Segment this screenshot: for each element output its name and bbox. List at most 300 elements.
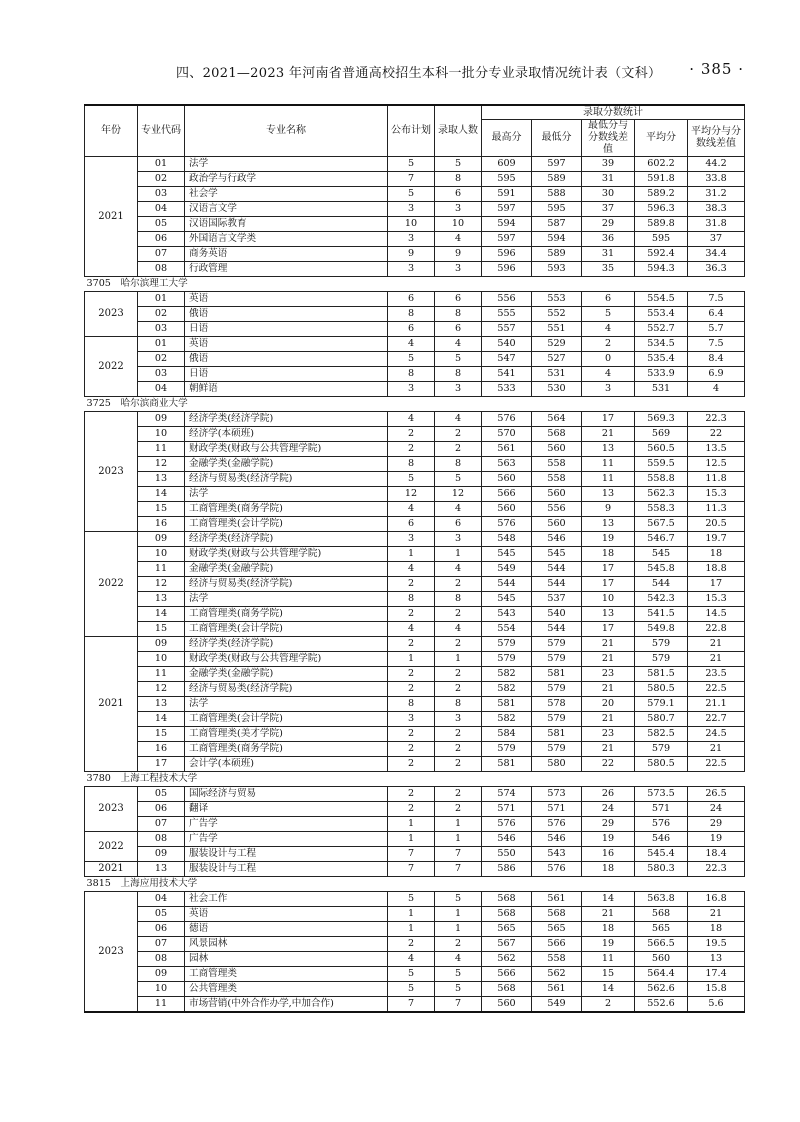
admitted-cell: 3 bbox=[435, 262, 482, 277]
min-diff-cell: 36 bbox=[582, 232, 635, 247]
max-cell: 545 bbox=[482, 547, 532, 562]
table-row bbox=[85, 937, 745, 952]
name-cell: 经济与贸易类(经济学院) bbox=[185, 577, 388, 592]
max-cell: 596 bbox=[482, 262, 532, 277]
min-diff-cell: 16 bbox=[582, 847, 635, 862]
avg-diff-cell: 34.4 bbox=[688, 247, 745, 262]
admitted-cell: 2 bbox=[435, 742, 482, 757]
min-cell: 558 bbox=[532, 952, 582, 967]
avg-cell: 534.5 bbox=[635, 337, 688, 352]
max-cell: 579 bbox=[482, 652, 532, 667]
avg-cell: 580.5 bbox=[635, 757, 688, 772]
min-cell: 561 bbox=[532, 982, 582, 997]
avg-cell: 533.9 bbox=[635, 367, 688, 382]
admitted-cell: 8 bbox=[435, 367, 482, 382]
plan-cell: 5 bbox=[388, 352, 435, 367]
avg-diff-cell: 15.3 bbox=[688, 592, 745, 607]
max-cell: 591 bbox=[482, 187, 532, 202]
admitted-cell: 2 bbox=[435, 577, 482, 592]
table-row bbox=[85, 892, 745, 907]
avg-diff-cell: 15.3 bbox=[688, 487, 745, 502]
name-cell: 汉语国际教育 bbox=[185, 217, 388, 232]
min-cell: 545 bbox=[532, 547, 582, 562]
max-cell: 596 bbox=[482, 247, 532, 262]
min-diff-cell: 9 bbox=[582, 502, 635, 517]
table-row bbox=[85, 997, 745, 1013]
name-cell: 行政管理 bbox=[185, 262, 388, 277]
admitted-cell: 2 bbox=[435, 802, 482, 817]
table-row bbox=[85, 532, 745, 547]
avg-cell: 546 bbox=[635, 832, 688, 847]
admitted-cell: 4 bbox=[435, 562, 482, 577]
table-row bbox=[85, 502, 745, 517]
avg-cell: 580.3 bbox=[635, 862, 688, 877]
table-row bbox=[85, 172, 745, 187]
admitted-cell: 4 bbox=[435, 232, 482, 247]
admitted-cell: 4 bbox=[435, 622, 482, 637]
avg-diff-cell: 22.5 bbox=[688, 757, 745, 772]
min-cell: 558 bbox=[532, 457, 582, 472]
min-cell: 549 bbox=[532, 997, 582, 1013]
avg-cell: 562.3 bbox=[635, 487, 688, 502]
avg-diff-cell: 22.3 bbox=[688, 862, 745, 877]
min-diff-cell: 21 bbox=[582, 427, 635, 442]
table-row bbox=[85, 637, 745, 652]
avg-cell: 579.1 bbox=[635, 697, 688, 712]
admitted-cell: 6 bbox=[435, 517, 482, 532]
min-cell: 573 bbox=[532, 787, 582, 802]
avg-diff-cell: 24.5 bbox=[688, 727, 745, 742]
avg-cell: 560 bbox=[635, 952, 688, 967]
avg-cell: 595 bbox=[635, 232, 688, 247]
min-diff-cell: 31 bbox=[582, 172, 635, 187]
year-cell: 2021 bbox=[85, 637, 138, 772]
table-row bbox=[85, 652, 745, 667]
admitted-cell: 8 bbox=[435, 592, 482, 607]
min-cell: 588 bbox=[532, 187, 582, 202]
min-diff-cell: 21 bbox=[582, 682, 635, 697]
max-cell: 568 bbox=[482, 982, 532, 997]
avg-diff-cell: 17 bbox=[688, 577, 745, 592]
table-row bbox=[85, 352, 745, 367]
name-cell: 财政学类(财政与公共管理学院) bbox=[185, 547, 388, 562]
code-cell: 14 bbox=[138, 487, 185, 502]
min-diff-cell: 11 bbox=[582, 952, 635, 967]
table-row bbox=[85, 607, 745, 622]
name-cell: 法学 bbox=[185, 592, 388, 607]
code-cell: 16 bbox=[138, 517, 185, 532]
max-cell: 560 bbox=[482, 472, 532, 487]
year-cell: 2022 bbox=[85, 337, 138, 397]
code-cell: 01 bbox=[138, 292, 185, 307]
admitted-cell: 4 bbox=[435, 412, 482, 427]
code-cell: 07 bbox=[138, 247, 185, 262]
avg-cell: 559.5 bbox=[635, 457, 688, 472]
min-cell: 579 bbox=[532, 712, 582, 727]
code-cell: 02 bbox=[138, 172, 185, 187]
code-cell: 09 bbox=[138, 412, 185, 427]
school-row bbox=[85, 277, 745, 292]
plan-cell: 7 bbox=[388, 997, 435, 1013]
max-cell: 560 bbox=[482, 502, 532, 517]
name-cell: 服装设计与工程 bbox=[185, 862, 388, 877]
max-cell: 609 bbox=[482, 157, 532, 172]
min-diff-cell: 19 bbox=[582, 532, 635, 547]
avg-diff-cell: 17.4 bbox=[688, 967, 745, 982]
code-cell: 11 bbox=[138, 442, 185, 457]
avg-cell: 545 bbox=[635, 547, 688, 562]
col-max: 最高分 bbox=[482, 120, 532, 157]
avg-cell: 549.8 bbox=[635, 622, 688, 637]
admitted-cell: 1 bbox=[435, 832, 482, 847]
code-cell: 14 bbox=[138, 712, 185, 727]
admitted-cell: 2 bbox=[435, 937, 482, 952]
avg-diff-cell: 21 bbox=[688, 637, 745, 652]
admitted-cell: 8 bbox=[435, 457, 482, 472]
name-cell: 工商管理类(会计学院) bbox=[185, 517, 388, 532]
plan-cell: 2 bbox=[388, 442, 435, 457]
plan-cell: 1 bbox=[388, 907, 435, 922]
name-cell: 日语 bbox=[185, 367, 388, 382]
name-cell: 经济学(本硕班) bbox=[185, 427, 388, 442]
min-diff-cell: 10 bbox=[582, 592, 635, 607]
code-cell: 02 bbox=[138, 307, 185, 322]
min-cell: 543 bbox=[532, 847, 582, 862]
max-cell: 563 bbox=[482, 457, 532, 472]
name-cell: 广告学 bbox=[185, 817, 388, 832]
max-cell: 541 bbox=[482, 367, 532, 382]
avg-cell: 566.5 bbox=[635, 937, 688, 952]
min-cell: 544 bbox=[532, 562, 582, 577]
avg-cell: 535.4 bbox=[635, 352, 688, 367]
plan-cell: 12 bbox=[388, 487, 435, 502]
plan-cell: 8 bbox=[388, 307, 435, 322]
name-cell: 园林 bbox=[185, 952, 388, 967]
name-cell: 英语 bbox=[185, 907, 388, 922]
plan-cell: 4 bbox=[388, 412, 435, 427]
avg-diff-cell: 12.5 bbox=[688, 457, 745, 472]
school-row bbox=[85, 772, 745, 787]
code-cell: 13 bbox=[138, 862, 185, 877]
min-cell: 576 bbox=[532, 862, 582, 877]
avg-diff-cell: 36.3 bbox=[688, 262, 745, 277]
admitted-cell: 2 bbox=[435, 442, 482, 457]
min-diff-cell: 11 bbox=[582, 457, 635, 472]
admitted-cell: 9 bbox=[435, 247, 482, 262]
plan-cell: 2 bbox=[388, 682, 435, 697]
plan-cell: 1 bbox=[388, 817, 435, 832]
avg-diff-cell: 4 bbox=[688, 382, 745, 397]
max-cell: 543 bbox=[482, 607, 532, 622]
avg-cell: 596.3 bbox=[635, 202, 688, 217]
plan-cell: 7 bbox=[388, 847, 435, 862]
table-row bbox=[85, 427, 745, 442]
plan-cell: 3 bbox=[388, 532, 435, 547]
plan-cell: 3 bbox=[388, 262, 435, 277]
code-cell: 06 bbox=[138, 922, 185, 937]
avg-diff-cell: 22.3 bbox=[688, 412, 745, 427]
avg-diff-cell: 6.4 bbox=[688, 307, 745, 322]
avg-diff-cell: 38.3 bbox=[688, 202, 745, 217]
admitted-cell: 1 bbox=[435, 907, 482, 922]
code-cell: 04 bbox=[138, 382, 185, 397]
plan-cell: 2 bbox=[388, 937, 435, 952]
plan-cell: 3 bbox=[388, 232, 435, 247]
header-row-1 bbox=[85, 105, 745, 120]
avg-cell: 591.8 bbox=[635, 172, 688, 187]
admitted-cell: 6 bbox=[435, 322, 482, 337]
table-row bbox=[85, 337, 745, 352]
name-cell: 金融学类(金融学院) bbox=[185, 667, 388, 682]
name-cell: 外国语言文学类 bbox=[185, 232, 388, 247]
table-row bbox=[85, 472, 745, 487]
max-cell: 566 bbox=[482, 487, 532, 502]
col-name: 专业名称 bbox=[185, 105, 388, 157]
avg-cell: 579 bbox=[635, 637, 688, 652]
avg-diff-cell: 18.8 bbox=[688, 562, 745, 577]
table-row bbox=[85, 187, 745, 202]
name-cell: 商务英语 bbox=[185, 247, 388, 262]
col-score-group: 录取分数统计 bbox=[482, 105, 745, 120]
code-cell: 08 bbox=[138, 832, 185, 847]
avg-cell: 579 bbox=[635, 652, 688, 667]
min-cell: 561 bbox=[532, 892, 582, 907]
table-row bbox=[85, 262, 745, 277]
code-cell: 06 bbox=[138, 232, 185, 247]
table-row bbox=[85, 847, 745, 862]
plan-cell: 4 bbox=[388, 502, 435, 517]
plan-cell: 1 bbox=[388, 652, 435, 667]
avg-cell: 544 bbox=[635, 577, 688, 592]
min-cell: 581 bbox=[532, 727, 582, 742]
avg-diff-cell: 18.4 bbox=[688, 847, 745, 862]
avg-diff-cell: 21 bbox=[688, 742, 745, 757]
table-row bbox=[85, 727, 745, 742]
min-diff-cell: 18 bbox=[582, 862, 635, 877]
table-row bbox=[85, 232, 745, 247]
max-cell: 576 bbox=[482, 517, 532, 532]
name-cell: 经济学类(经济学院) bbox=[185, 532, 388, 547]
min-cell: 551 bbox=[532, 322, 582, 337]
max-cell: 549 bbox=[482, 562, 532, 577]
admitted-cell: 10 bbox=[435, 217, 482, 232]
name-cell: 德语 bbox=[185, 922, 388, 937]
table-row bbox=[85, 202, 745, 217]
code-cell: 09 bbox=[138, 637, 185, 652]
avg-diff-cell: 13.5 bbox=[688, 442, 745, 457]
avg-diff-cell: 11.3 bbox=[688, 502, 745, 517]
min-cell: 544 bbox=[532, 622, 582, 637]
name-cell: 工商管理类(商务学院) bbox=[185, 502, 388, 517]
col-admitted: 录取人数 bbox=[435, 105, 482, 157]
min-diff-cell: 24 bbox=[582, 802, 635, 817]
avg-cell: 531 bbox=[635, 382, 688, 397]
avg-cell: 562.6 bbox=[635, 982, 688, 997]
year-cell: 2022 bbox=[85, 532, 138, 637]
max-cell: 586 bbox=[482, 862, 532, 877]
avg-diff-cell: 31.8 bbox=[688, 217, 745, 232]
avg-cell: 554.5 bbox=[635, 292, 688, 307]
admitted-cell: 4 bbox=[435, 502, 482, 517]
code-cell: 17 bbox=[138, 757, 185, 772]
min-diff-cell: 18 bbox=[582, 922, 635, 937]
plan-cell: 2 bbox=[388, 742, 435, 757]
max-cell: 567 bbox=[482, 937, 532, 952]
min-diff-cell: 15 bbox=[582, 967, 635, 982]
avg-cell: 552.7 bbox=[635, 322, 688, 337]
avg-diff-cell: 18 bbox=[688, 922, 745, 937]
code-cell: 13 bbox=[138, 592, 185, 607]
plan-cell: 8 bbox=[388, 457, 435, 472]
plan-cell: 3 bbox=[388, 712, 435, 727]
min-diff-cell: 18 bbox=[582, 547, 635, 562]
admitted-cell: 6 bbox=[435, 292, 482, 307]
name-cell: 社会学 bbox=[185, 187, 388, 202]
min-diff-cell: 17 bbox=[582, 577, 635, 592]
min-cell: 579 bbox=[532, 652, 582, 667]
min-diff-cell: 19 bbox=[582, 937, 635, 952]
code-cell: 12 bbox=[138, 577, 185, 592]
avg-cell: 569.3 bbox=[635, 412, 688, 427]
code-cell: 16 bbox=[138, 742, 185, 757]
code-cell: 09 bbox=[138, 532, 185, 547]
name-cell: 金融学类(金融学院) bbox=[185, 562, 388, 577]
avg-diff-cell: 11.8 bbox=[688, 472, 745, 487]
max-cell: 540 bbox=[482, 337, 532, 352]
avg-cell: 579 bbox=[635, 742, 688, 757]
min-diff-cell: 13 bbox=[582, 487, 635, 502]
min-cell: 595 bbox=[532, 202, 582, 217]
name-cell: 俄语 bbox=[185, 307, 388, 322]
min-diff-cell: 19 bbox=[582, 832, 635, 847]
school-row bbox=[85, 397, 745, 412]
admitted-cell: 2 bbox=[435, 667, 482, 682]
name-cell: 经济与贸易类(经济学院) bbox=[185, 472, 388, 487]
table-row bbox=[85, 487, 745, 502]
name-cell: 工商管理类(商务学院) bbox=[185, 742, 388, 757]
min-cell: 579 bbox=[532, 682, 582, 697]
avg-cell: 563.8 bbox=[635, 892, 688, 907]
plan-cell: 6 bbox=[388, 292, 435, 307]
max-cell: 550 bbox=[482, 847, 532, 862]
name-cell: 金融学类(金融学院) bbox=[185, 457, 388, 472]
code-cell: 06 bbox=[138, 802, 185, 817]
avg-diff-cell: 24 bbox=[688, 802, 745, 817]
table-row bbox=[85, 697, 745, 712]
avg-diff-cell: 29 bbox=[688, 817, 745, 832]
admitted-cell: 6 bbox=[435, 187, 482, 202]
plan-cell: 6 bbox=[388, 517, 435, 532]
table-row bbox=[85, 517, 745, 532]
admitted-cell: 5 bbox=[435, 157, 482, 172]
min-cell: 597 bbox=[532, 157, 582, 172]
code-cell: 15 bbox=[138, 622, 185, 637]
min-diff-cell: 29 bbox=[582, 817, 635, 832]
plan-cell: 10 bbox=[388, 217, 435, 232]
table-row bbox=[85, 157, 745, 172]
admitted-cell: 2 bbox=[435, 757, 482, 772]
plan-cell: 3 bbox=[388, 382, 435, 397]
min-diff-cell: 13 bbox=[582, 607, 635, 622]
max-cell: 595 bbox=[482, 172, 532, 187]
col-avg-diff: 平均分与分数线差值 bbox=[688, 120, 745, 157]
avg-diff-cell: 7.5 bbox=[688, 292, 745, 307]
avg-cell: 545.4 bbox=[635, 847, 688, 862]
table-row bbox=[85, 292, 745, 307]
plan-cell: 5 bbox=[388, 982, 435, 997]
max-cell: 556 bbox=[482, 292, 532, 307]
min-diff-cell: 5 bbox=[582, 307, 635, 322]
min-diff-cell: 21 bbox=[582, 907, 635, 922]
avg-cell: 580.7 bbox=[635, 712, 688, 727]
avg-cell: 569 bbox=[635, 427, 688, 442]
avg-cell: 552.6 bbox=[635, 997, 688, 1013]
table-row bbox=[85, 712, 745, 727]
avg-diff-cell: 18 bbox=[688, 547, 745, 562]
max-cell: 560 bbox=[482, 997, 532, 1013]
table-row bbox=[85, 592, 745, 607]
plan-cell: 1 bbox=[388, 547, 435, 562]
code-cell: 04 bbox=[138, 892, 185, 907]
max-cell: 579 bbox=[482, 742, 532, 757]
min-cell: 560 bbox=[532, 487, 582, 502]
min-diff-cell: 30 bbox=[582, 187, 635, 202]
min-diff-cell: 4 bbox=[582, 322, 635, 337]
min-diff-cell: 21 bbox=[582, 712, 635, 727]
max-cell: 545 bbox=[482, 592, 532, 607]
name-cell: 法学 bbox=[185, 487, 388, 502]
plan-cell: 2 bbox=[388, 802, 435, 817]
min-diff-cell: 6 bbox=[582, 292, 635, 307]
school-name: 3705 哈尔滨理工大学 bbox=[85, 277, 745, 292]
plan-cell: 4 bbox=[388, 622, 435, 637]
avg-cell: 541.5 bbox=[635, 607, 688, 622]
name-cell: 市场营销(中外合作办学,中加合作) bbox=[185, 997, 388, 1013]
avg-cell: 568 bbox=[635, 907, 688, 922]
year-cell: 2021 bbox=[85, 157, 138, 277]
admitted-cell: 7 bbox=[435, 997, 482, 1013]
min-cell: 578 bbox=[532, 697, 582, 712]
max-cell: 581 bbox=[482, 757, 532, 772]
max-cell: 566 bbox=[482, 967, 532, 982]
name-cell: 工商管理类(会计学院) bbox=[185, 712, 388, 727]
min-diff-cell: 13 bbox=[582, 517, 635, 532]
table-row bbox=[85, 757, 745, 772]
min-diff-cell: 21 bbox=[582, 742, 635, 757]
max-cell: 562 bbox=[482, 952, 532, 967]
code-cell: 15 bbox=[138, 502, 185, 517]
year-cell: 2022 bbox=[85, 832, 138, 862]
avg-diff-cell: 33.8 bbox=[688, 172, 745, 187]
plan-cell: 9 bbox=[388, 247, 435, 262]
max-cell: 570 bbox=[482, 427, 532, 442]
name-cell: 服装设计与工程 bbox=[185, 847, 388, 862]
min-cell: 566 bbox=[532, 937, 582, 952]
table-row bbox=[85, 562, 745, 577]
avg-diff-cell: 23.5 bbox=[688, 667, 745, 682]
avg-diff-cell: 44.2 bbox=[688, 157, 745, 172]
code-cell: 12 bbox=[138, 682, 185, 697]
avg-diff-cell: 26.5 bbox=[688, 787, 745, 802]
avg-cell: 592.4 bbox=[635, 247, 688, 262]
table-row bbox=[85, 622, 745, 637]
code-cell: 15 bbox=[138, 727, 185, 742]
max-cell: 584 bbox=[482, 727, 532, 742]
plan-cell: 4 bbox=[388, 952, 435, 967]
min-cell: 580 bbox=[532, 757, 582, 772]
min-cell: 546 bbox=[532, 832, 582, 847]
table-row bbox=[85, 787, 745, 802]
